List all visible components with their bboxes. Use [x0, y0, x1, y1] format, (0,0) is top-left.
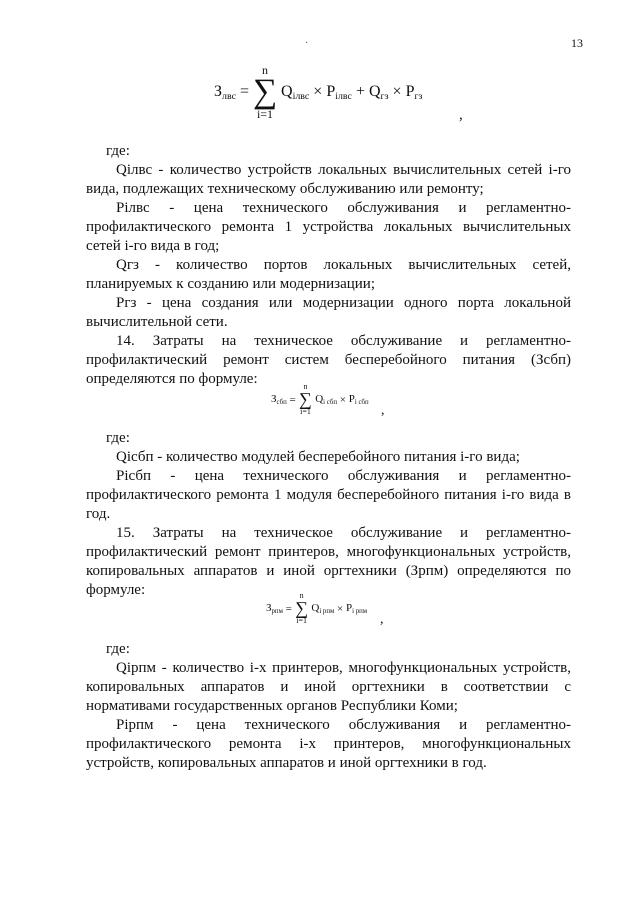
where-label-3: где:: [106, 641, 130, 657]
def-p-isbp: Piсбп - цена технического обслуживания и регламентно-профилактического ремонта 1 модуля бесперебойного питания i-го вида в год.: [86, 468, 571, 522]
def-q-isbp: Qiсбп - количество модулей бесперебойного питания i-го вида;: [116, 449, 520, 465]
def-p-ilvs: Piлвс - цена технического обслуживания и регламентно-профилактического ремонта 1 устройства локальных вычислительных сетей i-го вида в год;: [86, 200, 571, 254]
formula-lvs: $З_{лвс}$ = n ∑ i=1 $Q_{iлвс} \times P_{iлвс} + Q_{гз} \times P_{гз}$: [214, 63, 423, 122]
def-q-irpm: Qiрпм - количество i-х принтеров, многофункциональных устройств, копировальных аппаратов и иной оргтехники в соответствии с нормативами государственных органов Республики Коми;: [86, 660, 571, 714]
page-number: 13: [571, 36, 583, 50]
def-p-gz: Pгз - цена создания или модернизации одного порта локальной вычислительной сети.: [86, 295, 571, 330]
text-block-1: [86, 142, 571, 389]
formula-sbp-comma: ,: [381, 403, 385, 418]
text-block-3: [86, 640, 571, 773]
formula-lvs-comma: ,: [459, 107, 463, 123]
where-label-1: где:: [106, 143, 130, 159]
formula-rpm-comma: ,: [380, 612, 384, 627]
where-label-2: где:: [106, 430, 130, 446]
def-p-irpm: Piрпм - цена технического обслуживания и регламентно-профилактического ремонта i-х принтеров, многофункциональных устройств, копировальных аппаратов и иной оргтехники в год.: [86, 717, 571, 771]
def-q-ilvs: Qiлвс - количество устройств локальных вычислительных сетей i-го вида, подлежащих техническому обслуживанию или ремонту;: [86, 162, 571, 197]
formula-sbp: $З_{сбп}$ = n ∑ i=1 $Q_{i сбп} \times P_{i сбп}$: [271, 382, 369, 417]
stray-dot: ·: [305, 38, 309, 49]
formula-rpm: $З_{рпм}$ = n ∑ i=1 $Q_{i рпм} \times P_{i рпм}$: [266, 591, 368, 626]
paragraph-14: 14. Затраты на техническое обслуживание и регламентно-профилактический ремонт систем бесперебойного питания (Зсбп) определяются по формуле:: [86, 333, 571, 387]
text-block-2: [86, 429, 571, 600]
paragraph-15: 15. Затраты на техническое обслуживание и регламентно-профилактический ремонт принтеров, многофункциональных устройств, копировальных аппаратов и иной оргтехники (Зрпм) определяются по формуле:: [86, 525, 571, 598]
def-q-gz: Qгз - количество портов локальных вычислительных сетей, планируемых к созданию или модернизации;: [86, 257, 571, 292]
